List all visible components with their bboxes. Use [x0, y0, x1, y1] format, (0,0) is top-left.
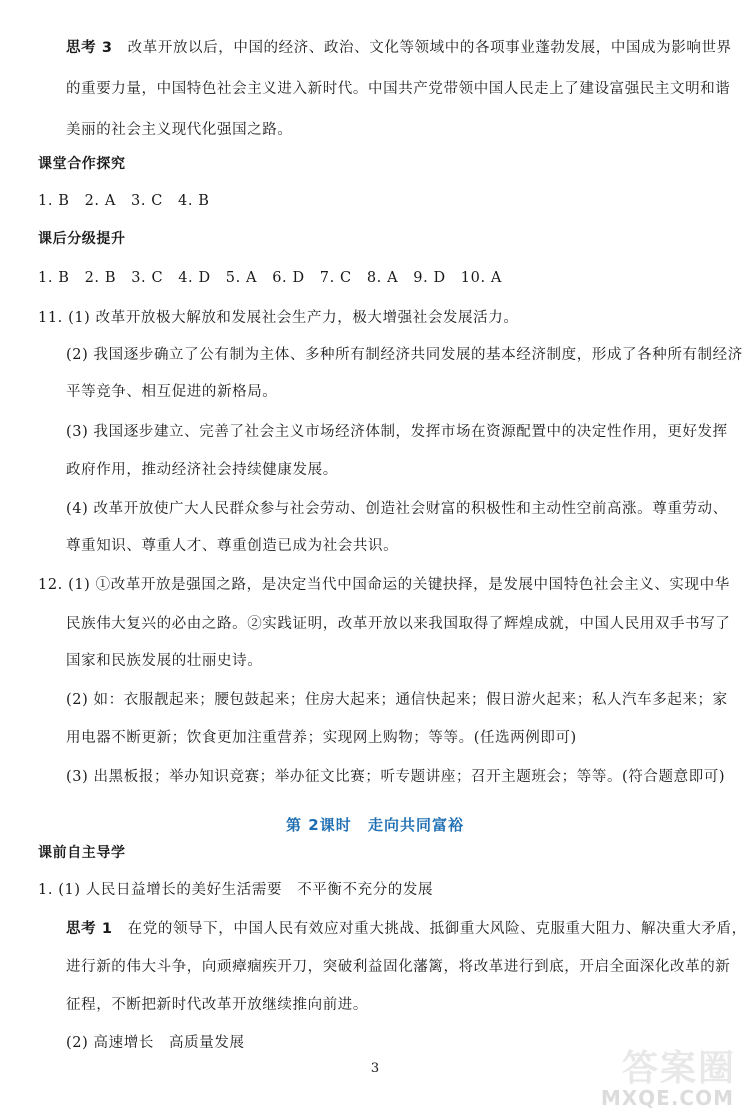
watermark-stamp: 答案圈: [621, 1048, 736, 1089]
text-line: [66, 728, 577, 748]
line-text: (2) 我国逐步确立了公有制为主体、多种所有制经济共同发展的基本经济制度，形成了各种所有制经济: [66, 347, 743, 363]
think-label: 思考 3: [66, 40, 113, 56]
line-text: 课前自主导学: [38, 845, 126, 861]
line-text: 国家和民族发展的壮丽史诗。: [66, 653, 263, 669]
lesson-prefix: 第: [286, 816, 303, 834]
section-heading: [38, 154, 126, 174]
watermark-site: MXQE.COM: [600, 1086, 734, 1110]
line-text: 12. (1) ①改革开放是强国之路，是决定当代中国命运的关键抉择，是发展中国特色社会主义、实现中华: [38, 577, 730, 593]
text-line: [38, 191, 210, 211]
line-text: 1. B 2. A 3. C 4. B: [38, 193, 210, 209]
line-text: 政府作用，推动经济社会持续健康发展。: [66, 462, 338, 478]
text-line: [66, 120, 293, 140]
line-text: 的重要力量，中国特色社会主义进入新时代。中国共产党带领中国人民走上了建设富强民主文明和谐: [66, 81, 731, 97]
text-line: [66, 614, 730, 634]
line-text: 11. (1) 改革开放极大解放和发展社会生产力，极大增强社会发展活力。: [38, 310, 519, 326]
text-line: [66, 422, 728, 442]
line-text: (4) 改革开放使广大人民群众参与社会劳动、创造社会财富的积极性和主动性空前高涨。尊重劳动、: [66, 501, 728, 517]
text-line: [66, 345, 743, 365]
line-text: 1. (1) 人民日益增长的美好生活需要 不平衡不充分的发展: [38, 882, 434, 898]
text-line: [38, 308, 518, 328]
text-line: [66, 1033, 245, 1053]
line-text: 用电器不断更新；饮食更加注重营养；实现网上购物；等等。(任选两例即可): [66, 730, 577, 746]
line-text: 美丽的社会主义现代化强国之路。: [66, 122, 293, 138]
text-line: [66, 651, 262, 671]
text-line: [66, 79, 730, 99]
line-text: (3) 出黑板报；举办知识竞赛；举办征文比赛；听专题讲座；召开主题班会；等等。(符合题意即可): [66, 769, 726, 785]
page-number: 3: [370, 1061, 380, 1076]
think-label: 思考 1: [66, 921, 113, 937]
line-text: 1. B 2. B 3. C 4. D 5. A 6. D 7. C 8. A 9. D 10. A: [38, 270, 502, 286]
lesson-name: 走向共同富裕: [367, 816, 464, 834]
watermark: [590, 1040, 740, 1110]
line-text: (2) 如：衣服靓起来；腰包鼓起来；住房大起来；通信快起来；假日游火起来；私人汽车多起来；家: [66, 692, 728, 708]
section-heading: [38, 229, 126, 249]
text-line: [38, 575, 730, 595]
text-line: [66, 382, 277, 402]
line-text: 平等竞争、相互促进的新格局。: [66, 384, 278, 400]
text-line: [66, 460, 338, 480]
text-line: [66, 995, 368, 1015]
text-line: [66, 767, 725, 787]
text-line: [66, 690, 728, 710]
text-line: [38, 880, 433, 900]
line-text: (3) 我国逐步建立、完善了社会主义市场经济体制，发挥市场在资源配置中的决定性作用，更好发挥: [66, 424, 728, 440]
text-line: [66, 919, 747, 939]
text-line: [38, 268, 502, 288]
lesson-title: [0, 814, 750, 835]
line-text: 进行新的伟大斗争，向顽瘴痼疾开刀，突破利益固化藩篱，将改革进行到底，开启全面深化改革的新: [66, 959, 731, 975]
section-heading: [38, 843, 126, 863]
text-line: [66, 499, 728, 519]
lesson-number: 2: [308, 816, 320, 834]
line-text: 在党的领导下，中国人民有效应对重大挑战、抵御重大风险、克服重大阻力、解决重大矛盾，: [112, 921, 747, 937]
line-text: 民族伟大复兴的必由之路。②实践证明，改革开放以来我国取得了辉煌成就，中国人民用双手书写了: [66, 616, 731, 632]
line-text: (2) 高速增长 高质量发展: [66, 1035, 245, 1051]
text-line: [66, 957, 730, 977]
line-text: 征程，不断把新时代改革开放继续推向前进。: [66, 997, 368, 1013]
line-text: 课堂合作探究: [38, 156, 126, 172]
line-text: 课后分级提升: [38, 231, 126, 247]
text-line: [66, 536, 398, 556]
line-text: 改革开放以后，中国的经济、政治、文化等领域中的各项事业蓬勃发展，中国成为影响世界: [112, 40, 732, 56]
lesson-suffix: 课时: [319, 816, 352, 834]
line-text: 尊重知识、尊重人才、尊重创造已成为社会共识。: [66, 538, 399, 554]
text-line: [66, 38, 732, 58]
